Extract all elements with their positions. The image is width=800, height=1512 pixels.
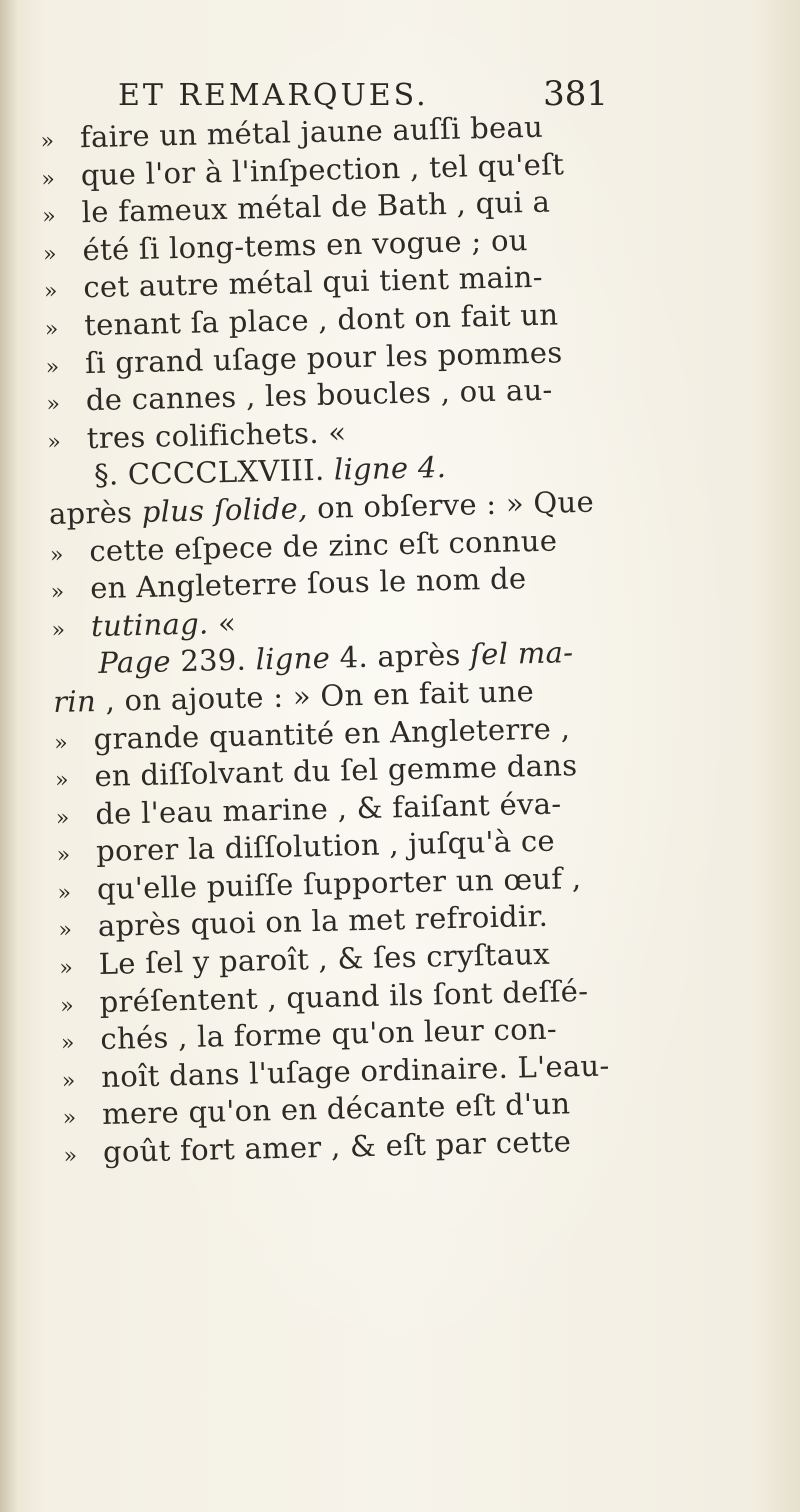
quote-mark: » [59, 955, 74, 981]
line-text: chés , la forme qu'on leur con- [100, 1011, 558, 1057]
line-text: après quoi on la met refroidir. [97, 899, 549, 944]
page-number: 381 [543, 74, 608, 114]
line-text: mere qu'on en décante eſt d'un [101, 1086, 571, 1132]
line-text: faire un métal jaune auſſi beau [79, 109, 544, 155]
italic-text: ligne [255, 641, 331, 677]
line-text: cet autre métal qui tient main- [83, 260, 544, 305]
line-text: cette eſpece de zinc eſt connue [88, 523, 558, 568]
quote-mark: » [49, 542, 64, 568]
line-text: ſi grand uſage pour les pommes [84, 334, 563, 380]
quote-mark: » [41, 166, 56, 192]
line-text: , on ajoute : » On en fait une [105, 673, 535, 718]
italic-text: tutinag. [90, 606, 209, 643]
line-text: tres colifichets. « [86, 415, 347, 455]
quote-mark: » [51, 617, 66, 643]
line-text: le fameux métal de Bath , qui a [81, 184, 551, 230]
body-text [40, 106, 674, 1172]
quote-mark: » [63, 1143, 78, 1169]
quote-mark: » [55, 805, 70, 831]
line-text: goût fort amer , & eſt par cette [102, 1124, 572, 1169]
italic-text: rin [52, 683, 97, 719]
quote-mark: » [41, 203, 57, 230]
line-text: que l'or à l'inſpection , tel qu'eſt [80, 146, 565, 192]
quote-mark: » [59, 993, 75, 1019]
line-text: qu'elle puiſſe ſupporter un œuf , [96, 860, 582, 906]
quote-mark: » [50, 579, 65, 606]
quote-mark: » [61, 1068, 76, 1094]
quote-mark: » [43, 279, 59, 305]
quote-mark: » [46, 391, 61, 418]
quote-mark: » [54, 767, 70, 794]
line-text: 4. après [339, 638, 462, 675]
quote-mark: » [53, 730, 69, 756]
line-text: on obſerve : » Que [316, 484, 595, 525]
quote-mark: » [58, 918, 73, 944]
line-text: de l'eau marine , & faiſant éva- [94, 786, 562, 831]
quote-mark: » [44, 316, 59, 343]
italic-text: ligne 4. [333, 450, 447, 487]
quote-mark: » [56, 842, 71, 869]
line-text: noît dans l'uſage ordinaire. L'eau- [100, 1048, 610, 1094]
italic-text: Page [98, 644, 172, 681]
line-text: grande quantité en Angleterre , [93, 710, 571, 756]
line-text: 239. [179, 642, 247, 679]
line-text: Le ſel y paroît , & ſes cryſtaux [98, 936, 551, 982]
gutter-shadow [0, 0, 18, 1512]
quote-mark: » [60, 1030, 76, 1057]
italic-text: ſel ma- [469, 635, 574, 672]
line-text: tenant ſa place , dont on fait un [83, 297, 559, 343]
line-text: été ſi long-tems en vogue ; ou [82, 222, 529, 267]
line-text: porer la diſſolution , juſqu'à ce [95, 823, 556, 869]
quote-mark: » [62, 1106, 77, 1132]
line-text: « [217, 605, 237, 640]
quote-mark: » [57, 880, 72, 906]
running-head: ET REMARQUES. [118, 78, 429, 113]
quote-mark: » [42, 241, 58, 267]
quote-mark: » [45, 354, 60, 380]
quote-mark: » [40, 128, 55, 155]
line-text: §. CCCCLXVIII. [93, 453, 325, 493]
line-text: en diſſolvant du ſel gemme dans [94, 748, 578, 794]
quote-mark: » [47, 429, 62, 455]
line-text: de cannes , les boucles , ou au- [85, 372, 553, 418]
italic-text: plus ſolide, [141, 491, 309, 529]
line-text: après [48, 495, 133, 531]
line-text: en Angleterre ſous le nom de [89, 561, 527, 606]
line-text: préſentent , quand ils ſont deſſé- [99, 973, 589, 1019]
